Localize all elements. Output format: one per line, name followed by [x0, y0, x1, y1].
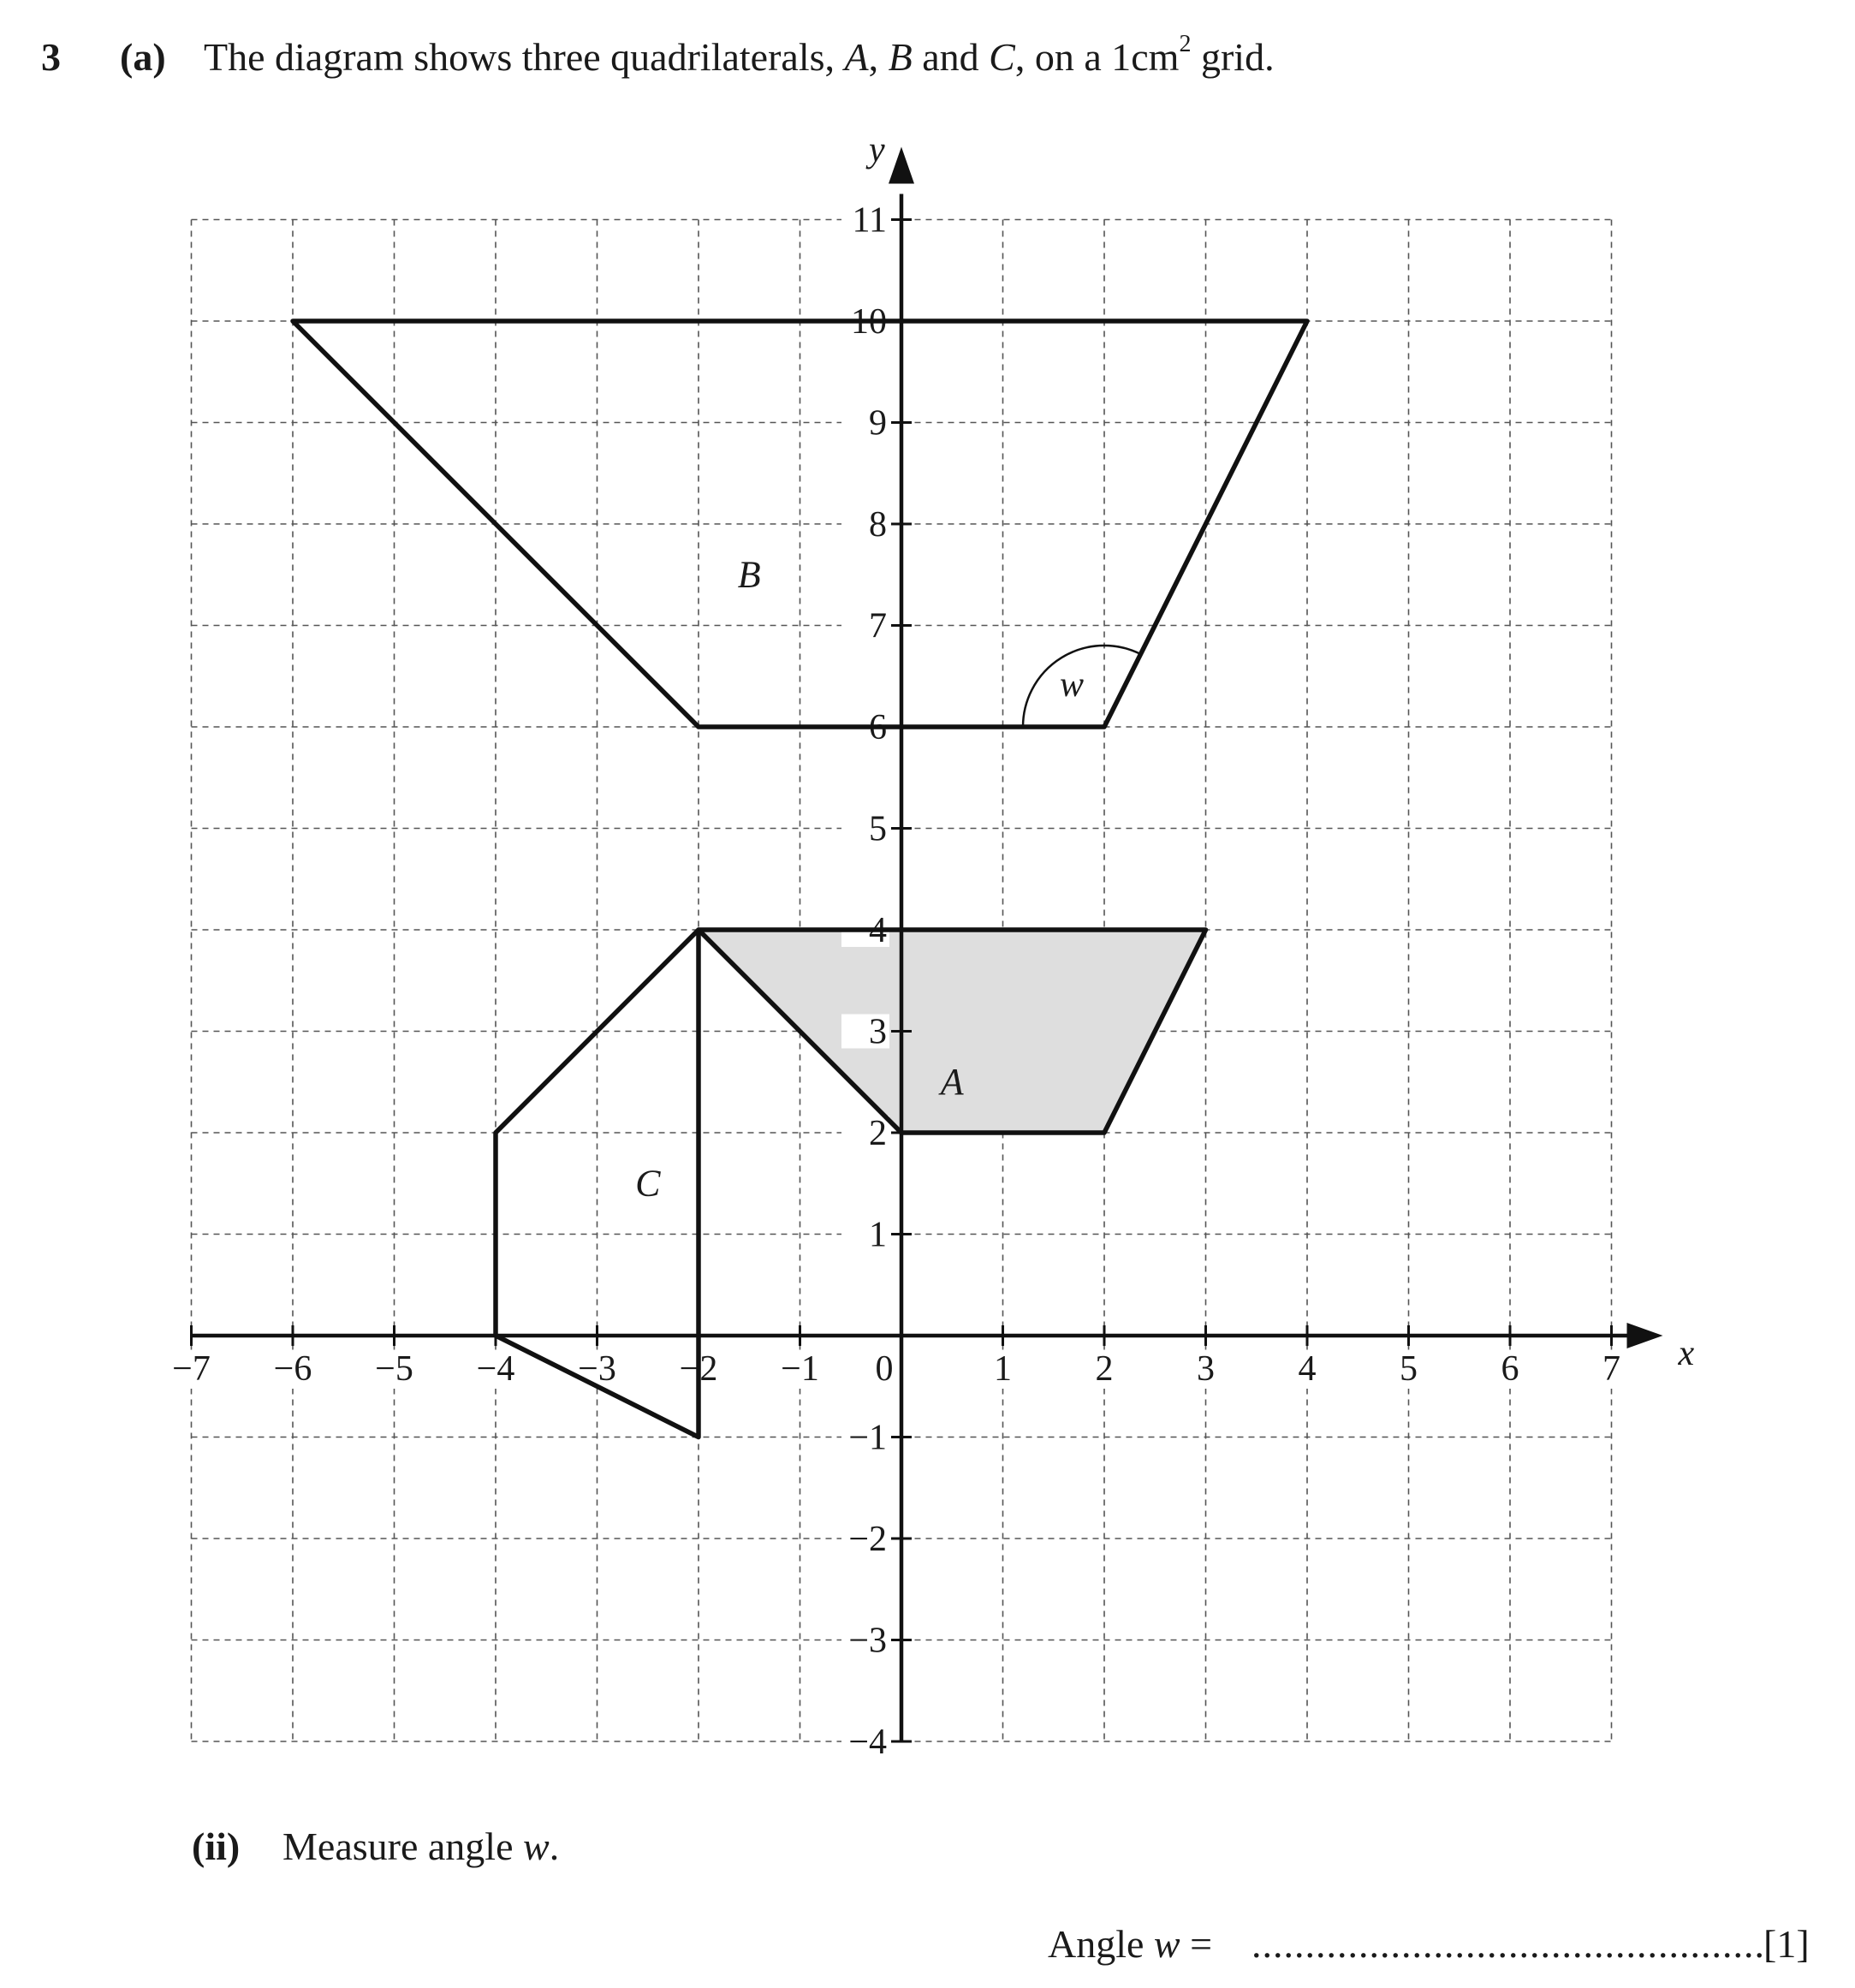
sub-question-body: Measure angle — [282, 1824, 514, 1868]
y-tick-label: 1 — [869, 1215, 887, 1255]
sub-question-text: Measure angle w. — [282, 1824, 560, 1868]
answer-var: w — [1153, 1922, 1180, 1966]
x-tick-label: 4 — [1298, 1349, 1317, 1389]
answer-line[interactable]: ................................................ — [1252, 1922, 1765, 1966]
sub-question-label: (ii) — [192, 1824, 241, 1868]
shape-a-label: A — [940, 1060, 964, 1103]
x-tick-label: −3 — [578, 1349, 616, 1389]
x-tick-label: −1 — [781, 1349, 819, 1389]
x-tick-label: −4 — [476, 1349, 515, 1389]
shape-c-label: C — [635, 1162, 661, 1205]
angle-w-label: w — [1059, 665, 1085, 705]
y-tick-label: 9 — [869, 403, 887, 443]
y-tick-label: 4 — [869, 911, 887, 950]
intro-unit: on a 1cm — [1034, 35, 1180, 79]
x-tick-label: −7 — [172, 1349, 211, 1389]
x-tick-label: −2 — [679, 1349, 718, 1389]
y-tick-label: −2 — [848, 1520, 887, 1559]
x-tick-label: 1 — [994, 1349, 1012, 1389]
y-tick-label: −1 — [848, 1418, 887, 1458]
y-tick-label: −3 — [848, 1621, 887, 1661]
intro-end: grid. — [1200, 35, 1275, 79]
question-number: 3 — [41, 35, 61, 79]
intro-unit-power: 2 — [1179, 31, 1192, 57]
shape-b-label: B — [737, 553, 761, 596]
y-axis-label: y — [869, 130, 885, 170]
shape-name-b: B — [888, 35, 913, 79]
y-tick-label: 11 — [852, 200, 887, 241]
x-tick-label: −5 — [375, 1349, 413, 1389]
y-tick-label: 10 — [851, 302, 887, 342]
x-axis-arrow — [1627, 1323, 1663, 1348]
y-tick-label: 3 — [869, 1012, 887, 1052]
y-tick-label: 2 — [869, 1114, 887, 1153]
marks-label: [1] — [1763, 1922, 1810, 1966]
intro-text: The diagram shows three quadrilaterals, — [204, 35, 835, 79]
question-part: (a) — [120, 35, 166, 79]
y-tick-label: 7 — [869, 606, 887, 646]
answer-equals: = — [1190, 1922, 1213, 1966]
y-tick-label: 5 — [869, 809, 887, 849]
y-tick-label: 8 — [869, 505, 887, 545]
question-intro: The diagram shows three quadrilaterals, A, B and C, on a $1cm^2$ grid. — [204, 31, 1275, 79]
x-axis-label: x — [1678, 1334, 1695, 1373]
x-tick-label: 7 — [1602, 1349, 1620, 1389]
answer-prefix: Angle — [1048, 1922, 1145, 1966]
y-axis-arrow — [889, 147, 914, 184]
x-tick-label: 5 — [1400, 1349, 1418, 1389]
shape-name-c: C — [989, 35, 1015, 79]
x-tick-label: 0 — [875, 1349, 894, 1389]
y-tick-label: 6 — [869, 708, 887, 747]
x-tick-label: 2 — [1095, 1349, 1114, 1389]
answer-prompt — [1048, 1921, 1212, 1967]
shape-name-a: A — [844, 35, 869, 79]
x-tick-label: 6 — [1501, 1349, 1519, 1389]
sub-question-var: w — [523, 1824, 550, 1868]
x-tick-label: 3 — [1197, 1349, 1215, 1389]
y-tick-label: −4 — [848, 1723, 887, 1762]
x-tick-label: −6 — [273, 1349, 312, 1389]
